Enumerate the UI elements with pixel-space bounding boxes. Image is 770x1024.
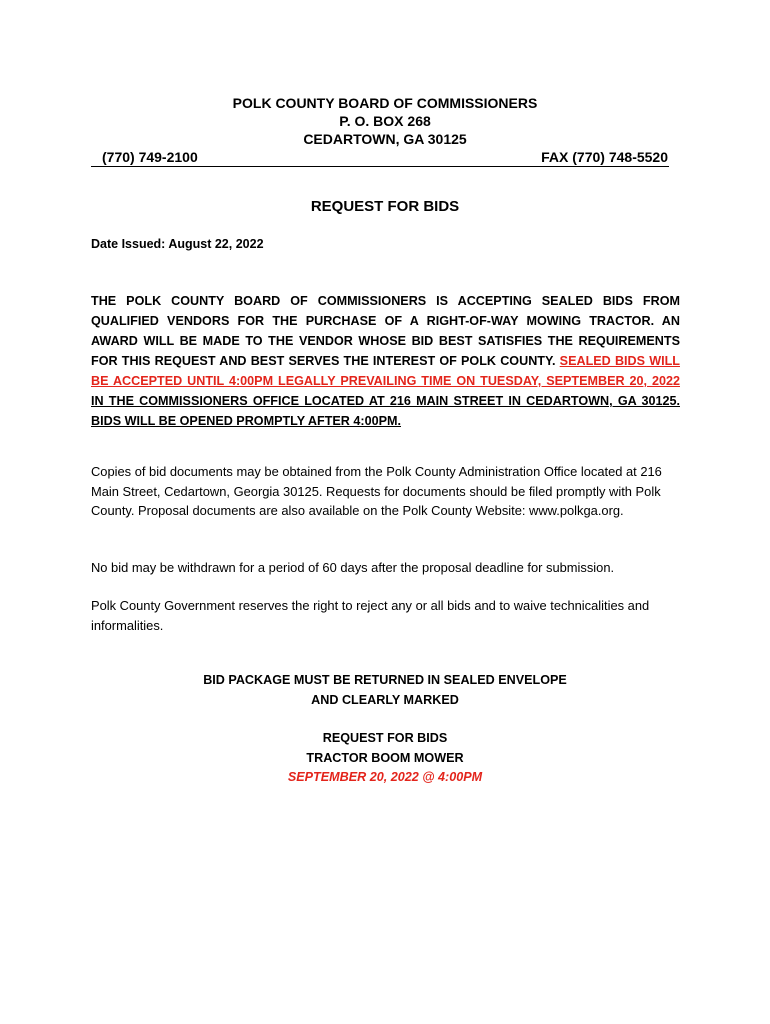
page-title: REQUEST FOR BIDS bbox=[310, 198, 460, 215]
rights-paragraph: Polk County Government reserves the right to reject any or all bids and to waive technicalities and informalities. bbox=[91, 598, 650, 633]
notice-location: IN THE COMMISSIONERS OFFICE LOCATED AT 216 MAIN STREET IN CEDARTOWN, GA 30125. BIDS WILL BE OPENED PROMPTLY AFTER 4:00PM. bbox=[91, 394, 680, 428]
label-deadline: SEPTEMBER 20, 2022 @ 4:00PM bbox=[287, 770, 483, 784]
return-instructions bbox=[0, 671, 770, 710]
fax-number: FAX (770) 748-5520 bbox=[541, 149, 668, 165]
bid-notice bbox=[91, 291, 680, 431]
label-line-2: TRACTOR BOOM MOWER bbox=[306, 750, 464, 765]
po-box: P. O. BOX 268 bbox=[339, 113, 431, 129]
withdrawal-paragraph: No bid may be withdrawn for a period of 60 days after the proposal deadline for submission. bbox=[91, 560, 615, 575]
notice-intro: THE POLK COUNTY BOARD OF COMMISSIONERS IS ACCEPTING SEALED BIDS FROM QUALIFIED VENDORS FOR THE PURCHASE OF A RIGHT-OF-WAY MOWING TRACTOR. AN AWARD WILL BE MADE TO THE VENDOR WHOSE BID BEST SATISFIES THE REQUIREMENTS FOR THIS REQUEST AND BEST SERVES THE INTEREST OF POLK COUNTY. bbox=[91, 294, 680, 368]
date-issued: Date Issued: August 22, 2022 bbox=[91, 237, 264, 251]
deadline-text: SEALED BIDS WILL BE ACCEPTED UNTIL 4:00PM LEGALLY PREVAILING TIME ON TUESDAY, SEPTEMBER 20, 2022 bbox=[91, 354, 680, 388]
phone-number: (770) 749-2100 bbox=[102, 149, 198, 165]
documents-paragraph: Copies of bid documents may be obtained from the Polk County Administration Office located at 216 Main Street, Cedartown, Georgia 30125. Requests for documents should be filed promptly with Polk County. Proposal documents are also available on the Polk County Website: www.polkga.org. bbox=[91, 464, 662, 518]
envelope-label bbox=[0, 729, 770, 788]
city-state-zip: CEDARTOWN, GA 30125 bbox=[303, 131, 467, 147]
return-line-2: AND CLEARLY MARKED bbox=[311, 692, 459, 707]
org-name: POLK COUNTY BOARD OF COMMISSIONERS bbox=[232, 95, 538, 111]
label-line-1: REQUEST FOR BIDS bbox=[322, 731, 448, 745]
contact-row bbox=[91, 147, 669, 167]
return-line-1: BID PACKAGE MUST BE RETURNED IN SEALED ENVELOPE bbox=[203, 673, 567, 687]
